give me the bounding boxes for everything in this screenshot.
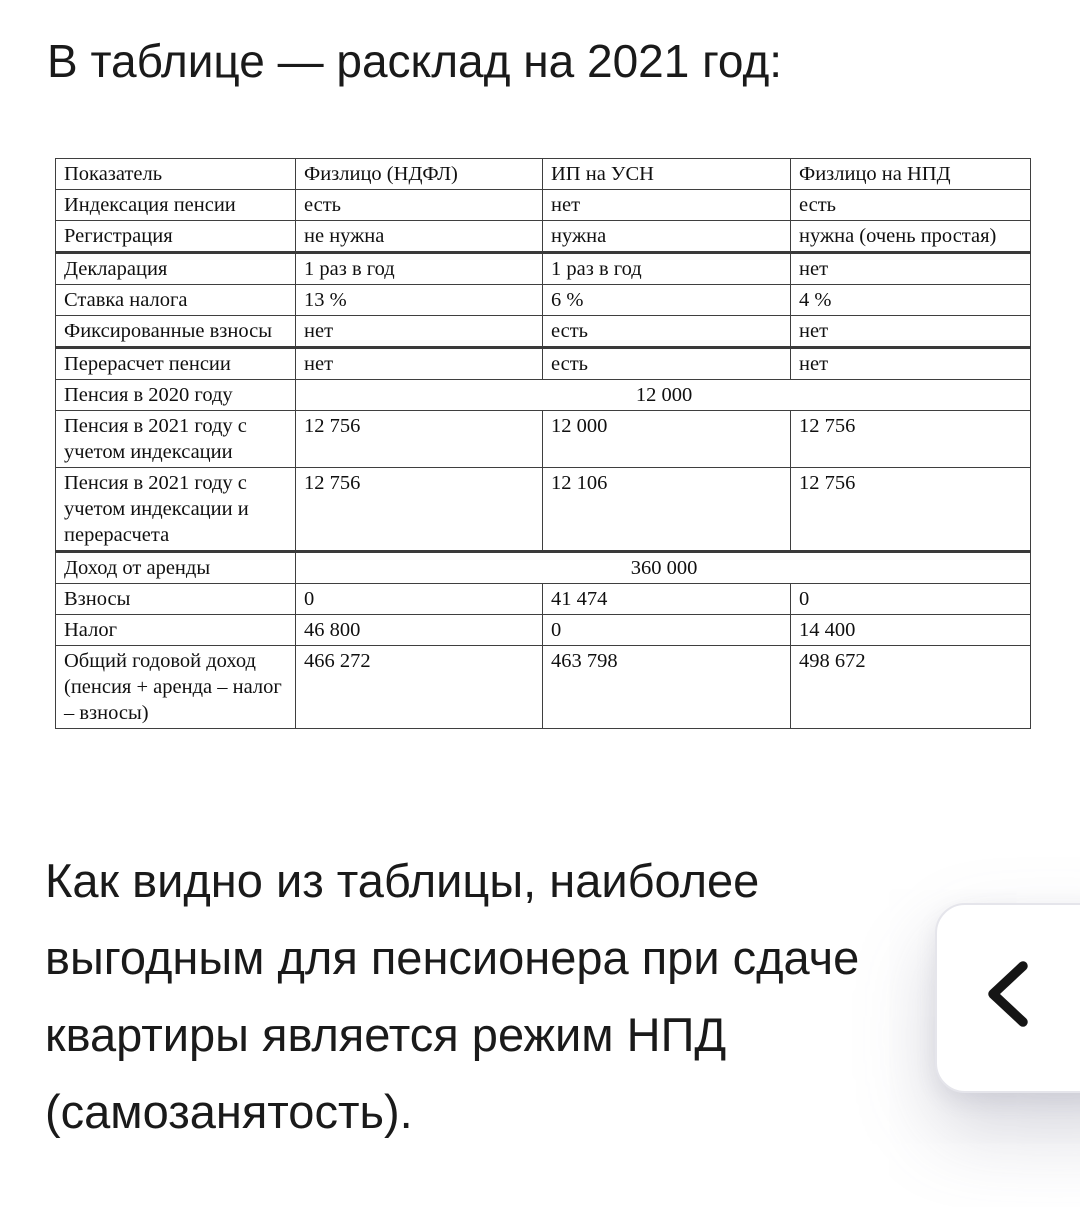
body-paragraph bbox=[45, 842, 859, 1150]
table-cell: 12 756 bbox=[791, 468, 1031, 552]
row-label: Пенсия в 2020 году bbox=[56, 380, 296, 411]
table-cell: 12 106 bbox=[543, 468, 791, 552]
table-cell: не нужна bbox=[296, 221, 543, 253]
column-header: Физлицо на НПД bbox=[791, 159, 1031, 190]
table-row bbox=[56, 348, 1031, 380]
table-cell: 466 272 bbox=[296, 646, 543, 729]
table-row bbox=[56, 190, 1031, 221]
table-cell: нет bbox=[791, 253, 1031, 285]
row-label: Фиксированные взносы bbox=[56, 316, 296, 348]
table-cell: 1 раз в год bbox=[543, 253, 791, 285]
table-header-row bbox=[56, 159, 1031, 190]
table-cell-merged: 360 000 bbox=[296, 552, 1031, 584]
row-label: Регистрация bbox=[56, 221, 296, 253]
back-button-card[interactable] bbox=[935, 903, 1080, 1093]
paragraph-line: выгодным для пенсионера при сдаче bbox=[45, 931, 860, 984]
table-row bbox=[56, 468, 1031, 552]
chevron-left-icon bbox=[985, 961, 1029, 1027]
table-cell: 6 % bbox=[543, 285, 791, 316]
table-row bbox=[56, 316, 1031, 348]
row-label: Индексация пенсии bbox=[56, 190, 296, 221]
table-cell: 0 bbox=[543, 615, 791, 646]
row-label: Общий годовой доход (пенсия + аренда – налог – взносы) bbox=[56, 646, 296, 729]
table-cell: есть bbox=[543, 316, 791, 348]
table-row bbox=[56, 646, 1031, 729]
column-header: ИП на УСН bbox=[543, 159, 791, 190]
table-cell: 46 800 bbox=[296, 615, 543, 646]
table-cell: нет bbox=[791, 316, 1031, 348]
table-cell: нет bbox=[296, 348, 543, 380]
table-cell: 12 000 bbox=[543, 411, 791, 468]
table-row bbox=[56, 253, 1031, 285]
column-header: Показатель bbox=[56, 159, 296, 190]
table-cell: 0 bbox=[296, 584, 543, 615]
table-row bbox=[56, 411, 1031, 468]
row-label: Пенсия в 2021 году с учетом индексации bbox=[56, 411, 296, 468]
row-label: Ставка налога bbox=[56, 285, 296, 316]
tax-comparison-table bbox=[55, 158, 1031, 729]
table-row bbox=[56, 615, 1031, 646]
table-cell: нужна (очень простая) bbox=[791, 221, 1031, 253]
table-cell: 13 % bbox=[296, 285, 543, 316]
table-cell: 41 474 bbox=[543, 584, 791, 615]
table-cell: 12 756 bbox=[791, 411, 1031, 468]
table-cell: 463 798 bbox=[543, 646, 791, 729]
table-row bbox=[56, 221, 1031, 253]
table-cell: есть bbox=[543, 348, 791, 380]
table-cell: 14 400 bbox=[791, 615, 1031, 646]
column-header: Физлицо (НДФЛ) bbox=[296, 159, 543, 190]
row-label: Пенсия в 2021 году с учетом индексации и перерасчета bbox=[56, 468, 296, 552]
row-label: Доход от аренды bbox=[56, 552, 296, 584]
paragraph-line: (самозанятость). bbox=[45, 1085, 413, 1138]
table-cell: есть bbox=[791, 190, 1031, 221]
table-cell: 498 672 bbox=[791, 646, 1031, 729]
row-label: Перерасчет пенсии bbox=[56, 348, 296, 380]
table-cell: 12 756 bbox=[296, 411, 543, 468]
row-label: Налог bbox=[56, 615, 296, 646]
table-cell: 4 % bbox=[791, 285, 1031, 316]
page-title: В таблице — расклад на 2021 год: bbox=[47, 35, 783, 87]
table-cell: нет bbox=[791, 348, 1031, 380]
table-row bbox=[56, 584, 1031, 615]
row-label: Взносы bbox=[56, 584, 296, 615]
table-cell: нужна bbox=[543, 221, 791, 253]
table-cell: нет bbox=[296, 316, 543, 348]
paragraph-line: квартиры является режим НПД bbox=[45, 1008, 727, 1061]
row-label: Декларация bbox=[56, 253, 296, 285]
paragraph-line: Как видно из таблицы, наиболее bbox=[45, 854, 760, 907]
table-cell-merged: 12 000 bbox=[296, 380, 1031, 411]
table-row bbox=[56, 552, 1031, 584]
table-cell: 0 bbox=[791, 584, 1031, 615]
table-row bbox=[56, 285, 1031, 316]
table-cell: есть bbox=[296, 190, 543, 221]
table-cell: 1 раз в год bbox=[296, 253, 543, 285]
table-cell: 12 756 bbox=[296, 468, 543, 552]
table-cell: нет bbox=[543, 190, 791, 221]
table-row bbox=[56, 380, 1031, 411]
